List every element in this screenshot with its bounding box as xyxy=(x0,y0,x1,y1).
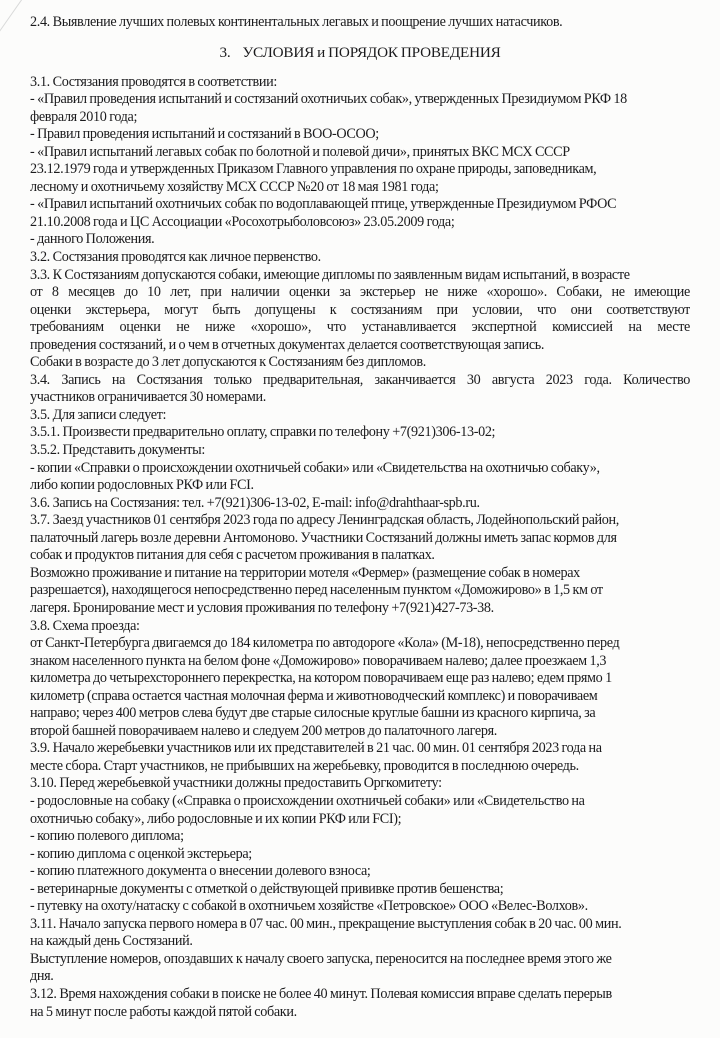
text-line: от 8 месяцев до 10 лет, при наличии оценки за экстерьер не ниже «хорошо». Собаки, не имеющие xyxy=(30,284,690,301)
section-heading xyxy=(30,44,690,62)
text-line: знаком населенного пункта на белом фоне «Доможирово» поворачиваем налево; далее проезжаем 1,3 xyxy=(30,652,607,669)
text-line: 3.5.1. Произвести предварительно оплату, справки по телефону +7(921)306-13-02; xyxy=(30,424,496,441)
text-line: либо копии родословных РКФ или FCI. xyxy=(30,477,254,494)
text-line: на 5 минут после работы каждой пятой собаки. xyxy=(30,1003,297,1020)
text-line: - копию платежного документа о внесении долевого взноса; xyxy=(30,863,371,880)
text-line: - копии «Справки о происхождении охотничьей собаки» или «Свидетельства на охотничью собаку», xyxy=(30,459,600,476)
text-line: лесному и охотничьему хозяйству МСХ СССР №20 от 18 мая 1981 года; xyxy=(30,178,439,195)
text-line: километр (справа остается частная молочная ферма и животноводческий комплекс) и поворачиваем xyxy=(30,687,598,704)
text-line: февраля 2010 года; xyxy=(30,108,138,125)
text-line: - Правил проведения испытаний и состязаний в ВОО-ОСОО; xyxy=(30,126,379,143)
text-line: участников ограничивается 30 номерами. xyxy=(30,389,266,406)
text-line: 3.7. Заезд участников 01 сентября 2023 года по адресу Ленинградская область, Лодейнопольский район, xyxy=(30,512,619,529)
page-corner-fold xyxy=(0,0,23,32)
text-line: оценки экстерьера, могут быть допущены к состязаниям при условии, что они соответствуют xyxy=(30,301,690,318)
text-line: километра до четырехстороннего перекрестка, на котором поворачиваем еще раз налево; едем прямо 1 xyxy=(30,670,612,687)
intro-line: 2.4. Выявление лучших полевых континентальных легавых и поощрение лучших натасчиков. xyxy=(30,14,563,30)
text-line: - «Правил испытаний охотничьих собак по водоплавающей птице, утвержденные Президиумом РФОС xyxy=(30,196,617,213)
text-line: - ветеринарные документы с отметкой о действующей прививке против бешенства; xyxy=(30,880,504,897)
text-line: 3.5.2. Представить документы: xyxy=(30,442,205,459)
text-line: 3.12. Время нахождения собаки в поиске не более 40 минут. Полевая комиссия вправе сделать перерыв xyxy=(30,985,612,1002)
text-line: - «Правил испытаний легавых собак по болотной и полевой дичи», принятых ВКС МСХ СССР xyxy=(30,143,570,160)
text-line: 3.8. Схема проезда: xyxy=(30,617,140,634)
text-line: дня. xyxy=(30,968,54,985)
section-title: УСЛОВИЯ и ПОРЯДОК ПРОВЕДЕНИЯ xyxy=(242,43,501,61)
section-number: 3. xyxy=(219,43,231,61)
text-line: 3.6. Запись на Состязания: тел. +7(921)306-13-02, E-mail: info@drahthaar-spb.ru. xyxy=(30,494,480,511)
text-line: 3.9. Начало жеребьевки участников или их представителей в 21 час. 00 мин. 01 сентября 2023 года на xyxy=(30,740,602,757)
document-body xyxy=(30,14,690,1021)
text-line: Выступление номеров, опоздавших к началу своего запуска, переносится на последнее время этого же xyxy=(30,950,612,967)
text-line: проведения состязаний, и о чем в отчетных документах делается соответствующая запись. xyxy=(30,336,545,353)
text-line: охотничью собаку», либо родословные и их копии РКФ или FCI); xyxy=(30,810,402,827)
text-line: разрешается), находящегося непосредственно перед населенным пунктом «Доможирово» в 1,5 км от xyxy=(30,582,603,599)
text-line: 23.12.1979 года и утвержденных Приказом Главного управления по охране природы, заповедникам, xyxy=(30,161,597,178)
text-line: направо; через 400 метров слева будут две старые силосные круглые башни из красного кирпича, за xyxy=(30,705,596,722)
text-line: 21.10.2008 года и ЦС Ассоциации «Росохотрыболовсоюз» 23.05.2009 года; xyxy=(30,213,455,230)
text-line: - «Правил проведения испытаний и состязаний охотничьих собак», утвержденных Президиумом РКФ 18 xyxy=(30,91,627,108)
text-line: 3.1. Состязания проводятся в соответствии: xyxy=(30,73,277,90)
text-line: месте сбора. Старт участников, не прибывших на жеребьевку, проводится в последнюю очередь. xyxy=(30,757,579,774)
text-line: - данного Положения. xyxy=(30,231,155,248)
text-line: 3.2. Состязания проводятся как личное первенство. xyxy=(30,249,321,266)
text-line: - копию диплома с оценкой экстерьера; xyxy=(30,845,252,862)
text-line: лагеря. Бронирование мест и условия проживания по телефону +7(921)427-73-38. xyxy=(30,599,494,616)
text-line: - копию полевого диплома; xyxy=(30,828,184,845)
text-line: на каждый день Состязаний. xyxy=(30,933,193,950)
text-line: требованиям оценки не ниже «хорошо», что устанавливается экспертной комиссией на месте xyxy=(30,319,690,336)
text-line: палаточный лагерь возле деревни Антомоново. Участники Состязаний должны иметь запас кормов для xyxy=(30,529,617,546)
text-line: 3.5. Для записи следует: xyxy=(30,406,167,423)
paragraph-lines xyxy=(30,74,690,1022)
text-line: Собаки в возрасте до 3 лет допускаются к Состязаниям без дипломов. xyxy=(30,354,426,371)
text-line: от Санкт-Петербурга двигаемся до 184 километра по автодороге «Кола» (М-18), непосредственно перед xyxy=(30,635,620,652)
text-line: - родословные на собаку («Справка о происхождении охотничьей собаки» или «Свидетельство на xyxy=(30,792,585,809)
text-line: 3.3. К Состязаниям допускаются собаки, имеющие дипломы по заявленным видам испытаний, в возрасте xyxy=(30,266,630,283)
text-line: собак и продуктов питания для себя с расчетом проживания в палатках. xyxy=(30,547,435,564)
text-line: Возможно проживание и питание на территории мотеля «Фермер» (размещение собак в номерах xyxy=(30,564,580,581)
text-line: - путевку на охоту/натаску с собакой в охотничьем хозяйстве «Петровское» ООО «Велес-Волхов». xyxy=(30,898,588,915)
text-line: 3.10. Перед жеребьевкой участники должны предоставить Оргкомитету: xyxy=(30,775,442,792)
text-line: 3.4. Запись на Состязания только предварительная, заканчивается 30 августа 2023 года. Количество xyxy=(30,371,690,388)
text-line: 3.11. Начало запуска первого номера в 07 час. 00 мин., прекращение выступления собак в 20 час. 00 мин. xyxy=(30,915,622,932)
text-line: второй башней поворачиваем налево и следуем 200 метров до палаточного лагеря. xyxy=(30,722,498,739)
